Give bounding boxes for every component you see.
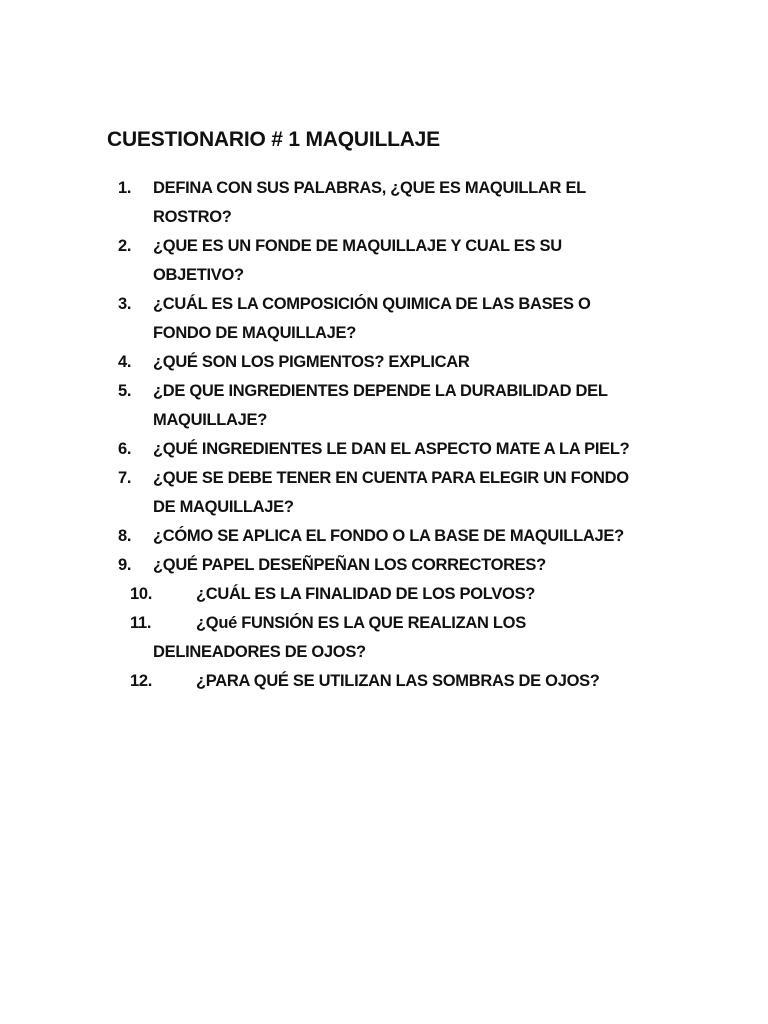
question-number: 12. xyxy=(130,672,153,690)
question-text-continued: MAQUILLAJE? xyxy=(153,411,268,429)
question-text: DEFINA CON SUS PALABRAS, ¿QUE ES MAQUILLAR EL xyxy=(153,179,586,197)
question-item-10 xyxy=(0,580,768,609)
question-text: ¿QUE ES UN FONDE DE MAQUILLAJE Y CUAL ES SU xyxy=(153,237,562,255)
question-list xyxy=(0,174,768,696)
question-number: 11. xyxy=(130,614,152,632)
question-text: ¿CUÁL ES LA FINALIDAD DE LOS POLVOS? xyxy=(196,585,536,603)
question-text: ¿Qué FUNSIÓN ES LA QUE REALIZAN LOS xyxy=(196,614,526,632)
question-number: 1. xyxy=(118,179,132,197)
question-item-4 xyxy=(0,348,768,377)
question-item-5 xyxy=(0,377,768,435)
question-item-1 xyxy=(0,174,768,232)
question-item-6 xyxy=(0,435,768,464)
question-number: 6. xyxy=(118,440,132,458)
question-text: ¿QUÉ PAPEL DESEÑPEÑAN LOS CORRECTORES? xyxy=(153,556,546,574)
question-text-continued: DELINEADORES DE OJOS? xyxy=(153,643,366,661)
question-text-continued: OBJETIVO? xyxy=(153,266,244,284)
question-number: 4. xyxy=(118,353,132,371)
document-title: CUESTIONARIO # 1 MAQUILLAJE xyxy=(107,128,440,151)
question-number: 9. xyxy=(118,556,132,574)
question-item-2 xyxy=(0,232,768,290)
question-item-8 xyxy=(0,522,768,551)
question-item-9 xyxy=(0,551,768,580)
question-item-11 xyxy=(0,609,768,667)
question-text: ¿QUÉ SON LOS PIGMENTOS? EXPLICAR xyxy=(153,353,470,371)
question-text: ¿QUE SE DEBE TENER EN CUENTA PARA ELEGIR UN FONDO xyxy=(153,469,629,487)
question-text: ¿QUÉ INGREDIENTES LE DAN EL ASPECTO MATE A LA PIEL? xyxy=(153,440,630,458)
question-text-continued: FONDO DE MAQUILLAJE? xyxy=(153,324,356,342)
question-number: 2. xyxy=(118,237,132,255)
question-item-3 xyxy=(0,290,768,348)
question-number: 3. xyxy=(118,295,132,313)
question-number: 10. xyxy=(130,585,153,603)
question-text: ¿CÓMO SE APLICA EL FONDO O LA BASE DE MAQUILLAJE? xyxy=(153,527,624,545)
question-text: ¿CUÁL ES LA COMPOSICIÓN QUIMICA DE LAS BASES O xyxy=(153,295,591,313)
question-text: ¿PARA QUÉ SE UTILIZAN LAS SOMBRAS DE OJOS? xyxy=(196,672,600,690)
question-item-7 xyxy=(0,464,768,522)
question-text-continued: DE MAQUILLAJE? xyxy=(153,498,294,516)
question-text-continued: ROSTRO? xyxy=(153,208,232,226)
question-number: 5. xyxy=(118,382,132,400)
question-item-12 xyxy=(0,667,768,696)
question-number: 8. xyxy=(118,527,132,545)
question-text: ¿DE QUE INGREDIENTES DEPENDE LA DURABILIDAD DEL xyxy=(153,382,608,400)
question-number: 7. xyxy=(118,469,132,487)
